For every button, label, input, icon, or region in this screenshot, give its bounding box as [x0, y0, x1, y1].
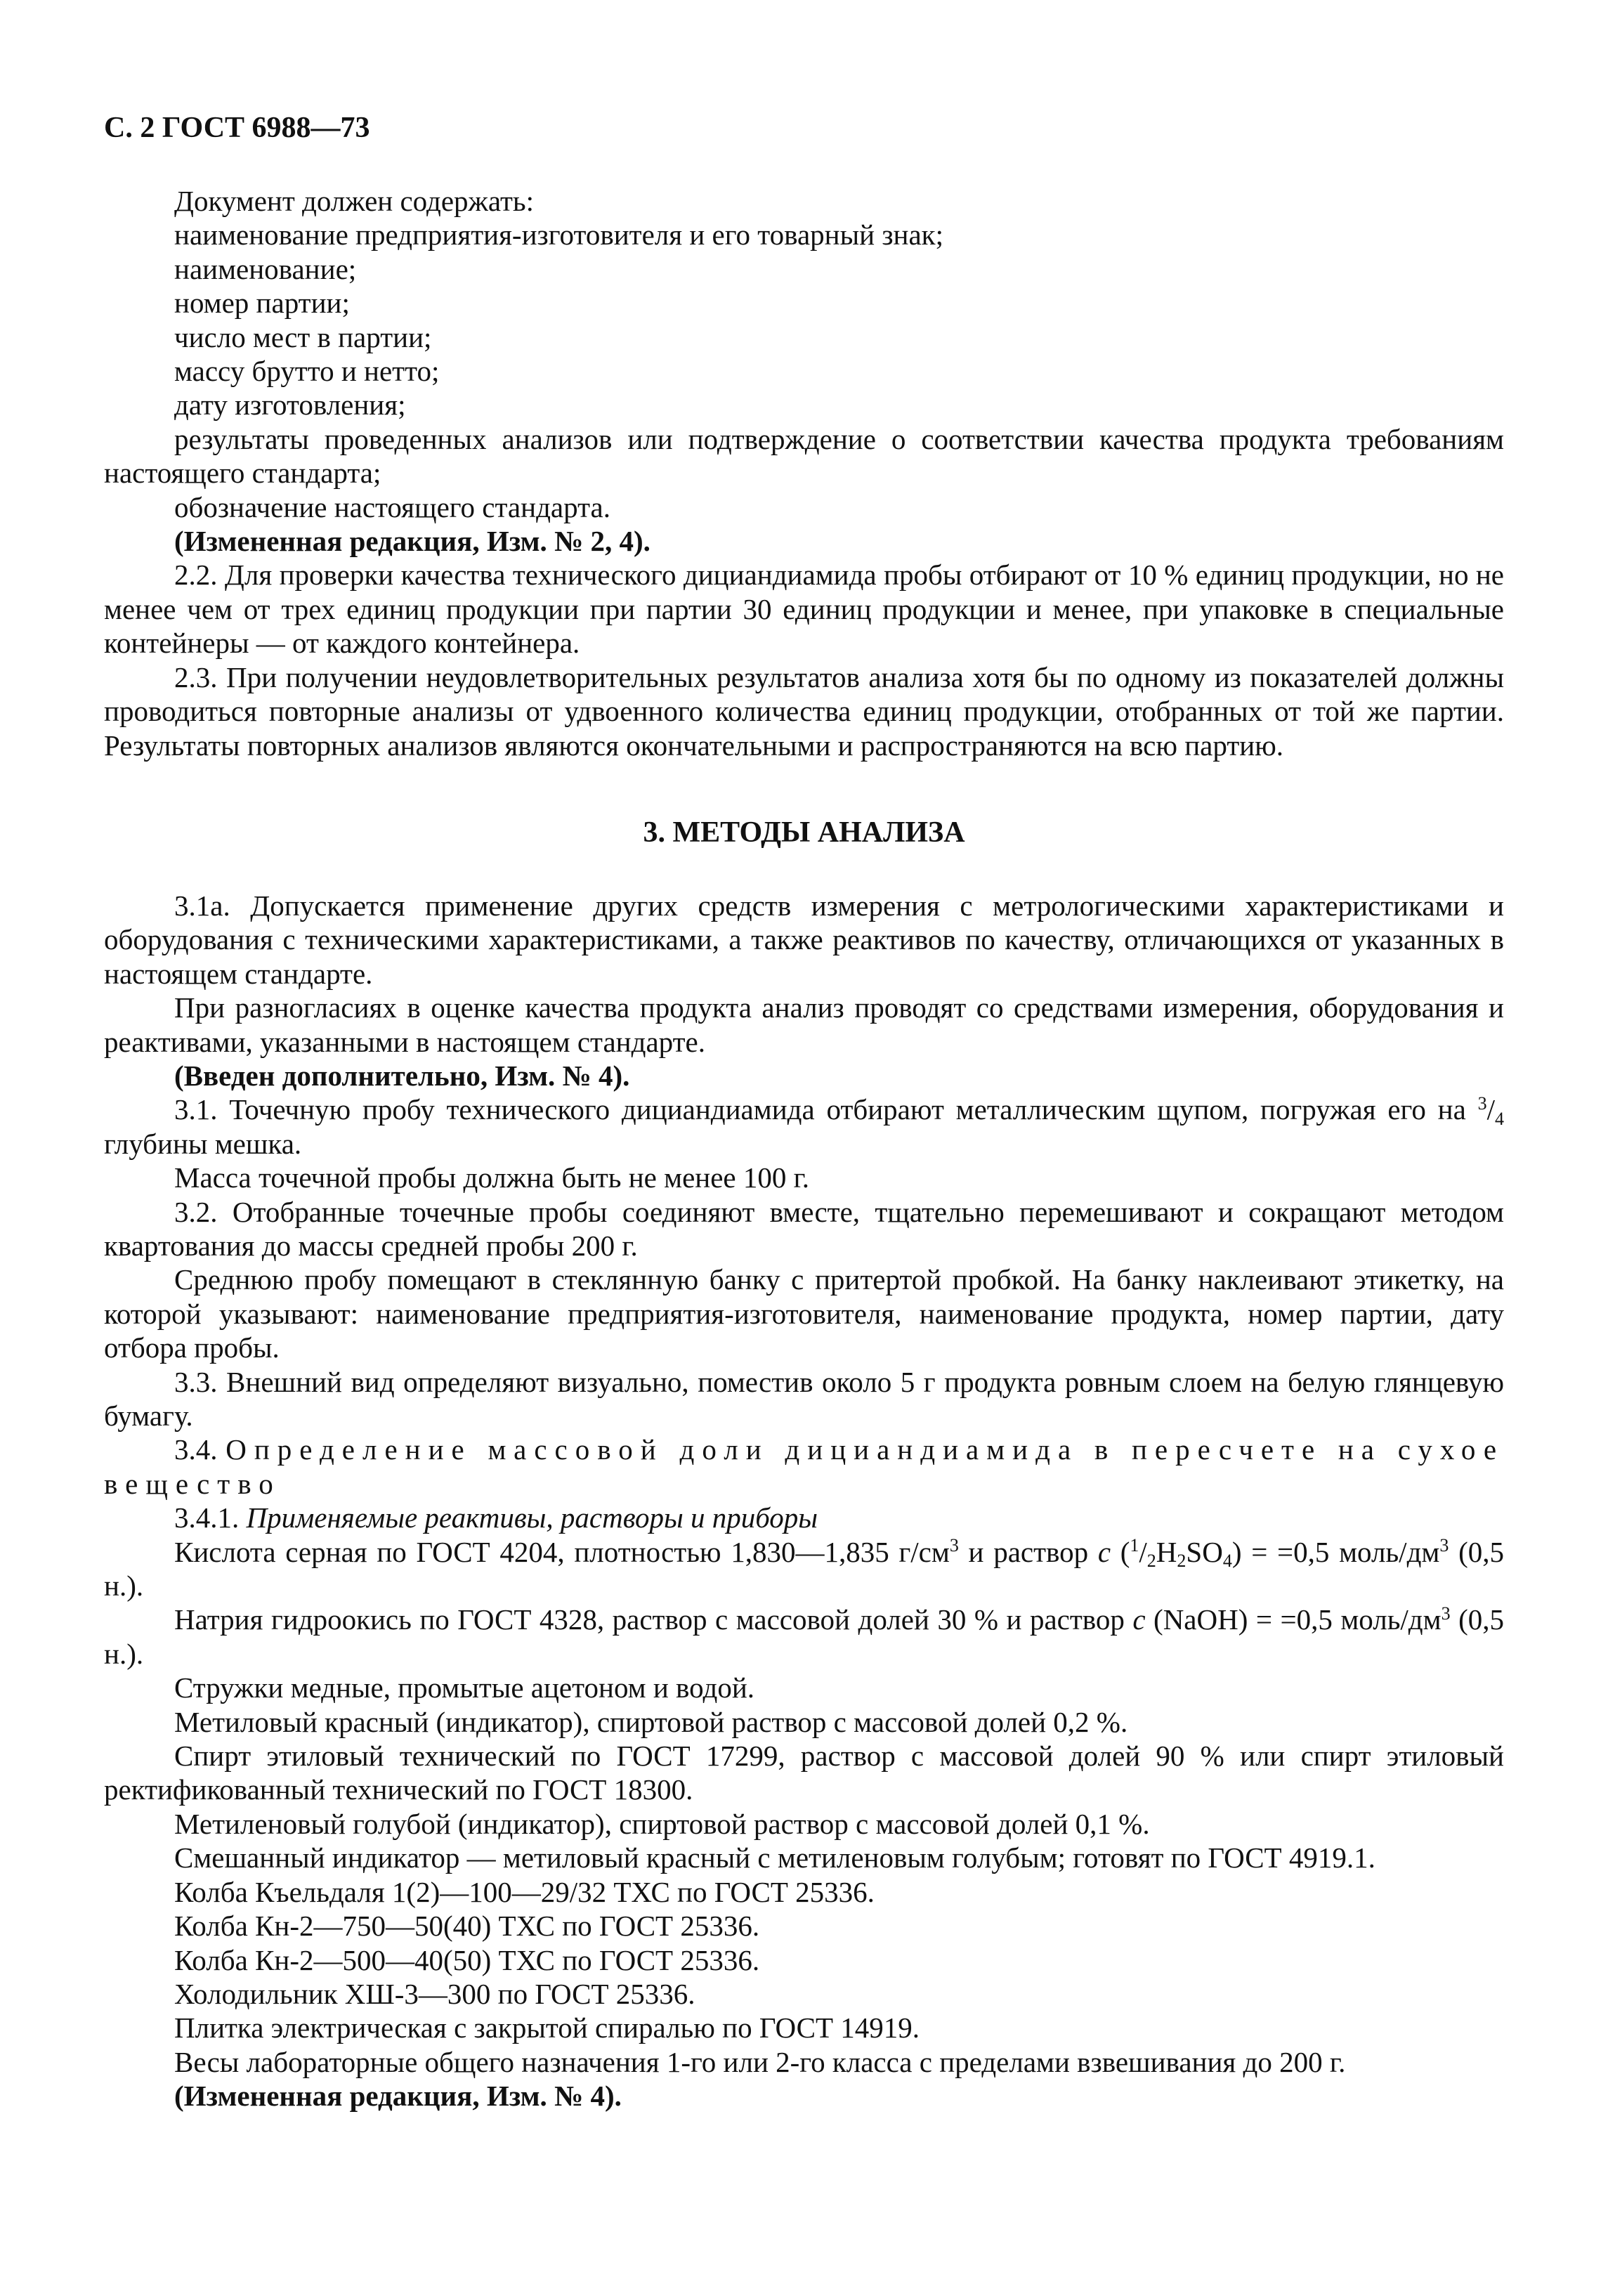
doc-list-item: дату изготовления;: [174, 389, 406, 422]
paragraph-3-1-text: 3.1. Точечную пробу технического дициандиамида отбирают металлическим щупом, погружая его на: [174, 1093, 1478, 1126]
equipment-item: Холодильник ХШ-3—300 по ГОСТ 25336.: [174, 1977, 695, 2010]
paragraph-3-2: 3.2. Отобранные точечные пробы соединяют вместе, тщательно перемешивают и сокращают методом квартования до массы средней пробы 200 г.: [104, 1195, 1504, 1262]
paragraph-3-3: 3.3. Внешний вид определяют визуально, поместив около 5 г продукта ровным слоем на белую глянцевую бумагу.: [104, 1365, 1504, 1432]
fraction-denominator: 4: [1495, 1109, 1504, 1130]
paragraph-2-2: 2.2. Для проверки качества технического дициандиамида пробы отбирают от 10 % единиц продукции, но не менее чем от трех единиц продукции при партии 30 единиц продукции и менее, при упаковке в специальные контейнеры — от каждого контейнера.: [104, 559, 1504, 660]
doc-list-item: номер партии;: [174, 287, 350, 320]
doc-list-item: наименование предприятия-изготовителя и его товарный знак;: [174, 218, 943, 252]
doc-list-item: число мест в партии;: [174, 320, 432, 353]
superscript: 3: [1439, 1535, 1449, 1556]
doc-list-item: результаты проведенных анализов или подтверждение о соответствии качества продукта требованиям настоящего стандарта;: [104, 422, 1504, 490]
superscript: 3: [949, 1535, 959, 1556]
fraction-numerator: 1: [1130, 1535, 1139, 1556]
superscript: 3: [1441, 1603, 1451, 1624]
concentration-symbol: c: [1132, 1603, 1146, 1636]
paragraph-3-4-number: 3.4.: [174, 1433, 218, 1466]
document-body: [104, 184, 1504, 2113]
acid-text: Кислота серная по ГОСТ 4204, плотностью 1,830—1,835 г/см: [174, 1535, 950, 1568]
fraction-slash: /: [1486, 1093, 1495, 1126]
paragraph-3-4-title: Определение массовой доли дициандиамида в пересчете на сухое вещество: [104, 1433, 1505, 1500]
page-header: С. 2 ГОСТ 6988—73: [104, 112, 370, 144]
equipment-item: Колба Кн-2—500—40(50) ТХС по ГОСТ 25336.: [174, 1943, 760, 1976]
fraction-denominator: 2: [1146, 1551, 1156, 1572]
paragraph-3-1: [104, 1092, 1504, 1161]
paragraph-3-2-sample: Среднюю пробу помещают в стеклянную банку с притертой пробкой. На банку наклеивают этикетку, на которой указывают: наименование предприятия-изготовителя, наименование продукта, номер партии, дату отбора пробы.: [104, 1263, 1504, 1364]
concentration-symbol: c: [1097, 1535, 1111, 1568]
equipment-item: Колба Къельдаля 1(2)—100—29/32 ТХС по ГОСТ 25336.: [174, 1875, 875, 1908]
naoh-text: (0,5 н.).: [104, 1603, 1504, 1670]
paragraph-3-4-1-number: 3.4.1.: [174, 1501, 240, 1534]
reagent-item: Спирт этиловый технический по ГОСТ 17299, раствор с массовой долей 90 % или спирт этиловый ректификованный технический по ГОСТ 18300.: [104, 1740, 1504, 1806]
paragraph-3-1-mass: Масса точечной пробы должна быть не менее 100 г.: [174, 1161, 810, 1194]
acid-text: SO: [1186, 1535, 1223, 1568]
reagent-item: Смешанный индикатор — метиловый красный с метиленовым голубым; готовят по ГОСТ 4919.1.: [174, 1841, 1375, 1874]
doc-list-item: обозначение настоящего стандарта.: [174, 490, 610, 523]
naoh-text: Натрия гидроокись по ГОСТ 4328, раствор с массовой долей 30 % и раствор: [174, 1603, 1133, 1636]
paragraph-3-1a-disagreement: При разногласиях в оценке качества продукта анализ проводят со средствами измерения, оборудования и реактивами, указанными в настоящем стандарте.: [104, 991, 1504, 1058]
doc-list-intro: Документ должен содержать:: [174, 185, 535, 217]
reagent-sulfuric-acid: [104, 1535, 1504, 1603]
naoh-text: (NaOH) = =0,5 моль/дм: [1145, 1603, 1442, 1636]
acid-text: (: [1111, 1535, 1130, 1568]
reagent-item: Метиленовый голубой (индикатор), спиртовой раствор с массовой долей 0,1 %.: [174, 1807, 1150, 1840]
equipment-item: Колба Кн-2—750—50(40) ТХС по ГОСТ 25336.: [174, 1910, 760, 1943]
subscript: 4: [1222, 1551, 1232, 1572]
acid-text: H: [1156, 1535, 1177, 1568]
paragraph-3-4: [104, 1433, 1504, 1501]
amendment-note: (Измененная редакция, Изм. № 4).: [174, 2080, 622, 2113]
equipment-item: Весы лабораторные общего назначения 1-го или 2-го класса с пределами взвешивания до 200 г.: [174, 2045, 1346, 2078]
paragraph-3-4-1: [104, 1501, 1504, 1534]
acid-text: и раствор: [958, 1535, 1098, 1568]
section-3-heading: 3. МЕТОДЫ АНАЛИЗА: [643, 816, 965, 849]
paragraph-2-3: 2.3. При получении неудовлетворительных результатов анализа хотя бы по одному из показателей должны проводиться повторные анализы от удвоенного количества единиц продукции, отобранных от той же партии. Результаты повторных анализов являются окончательными и распространяются на всю партию.: [104, 660, 1504, 762]
equipment-item: Плитка электрическая с закрытой спиралью по ГОСТ 14919.: [174, 2011, 920, 2044]
fraction-slash: /: [1139, 1535, 1147, 1568]
reagent-item: Стружки медные, промытые ацетоном и водой.: [174, 1671, 755, 1704]
amendment-note: (Введен дополнительно, Изм. № 4).: [174, 1059, 630, 1092]
subscript: 2: [1177, 1551, 1187, 1572]
amendment-note: (Измененная редакция, Изм. № 2, 4).: [174, 525, 651, 558]
doc-list-item: массу брутто и нетто;: [174, 355, 440, 388]
reagent-sodium-hydroxide: [104, 1603, 1504, 1671]
fraction-numerator: 3: [1477, 1093, 1487, 1114]
paragraph-3-1-text-end: глубины мешка.: [104, 1127, 302, 1160]
paragraph-3-1a: 3.1а. Допускается применение других средств измерения с метрологическими характеристиками и оборудования с техническими характеристиками, а также реактивов по качеству, отличающихся от указанных в настоящем стандарте.: [104, 889, 1504, 990]
paragraph-3-4-1-title: Применяемые реактивы, растворы и приборы: [246, 1501, 818, 1534]
reagent-item: Метиловый красный (индикатор), спиртовой раствор с массовой долей 0,2 %.: [174, 1705, 1128, 1738]
acid-text: (0,5 н.).: [104, 1535, 1505, 1603]
doc-list-item: наименование;: [174, 252, 357, 285]
acid-text: ) = =0,5 моль/дм: [1231, 1535, 1440, 1568]
